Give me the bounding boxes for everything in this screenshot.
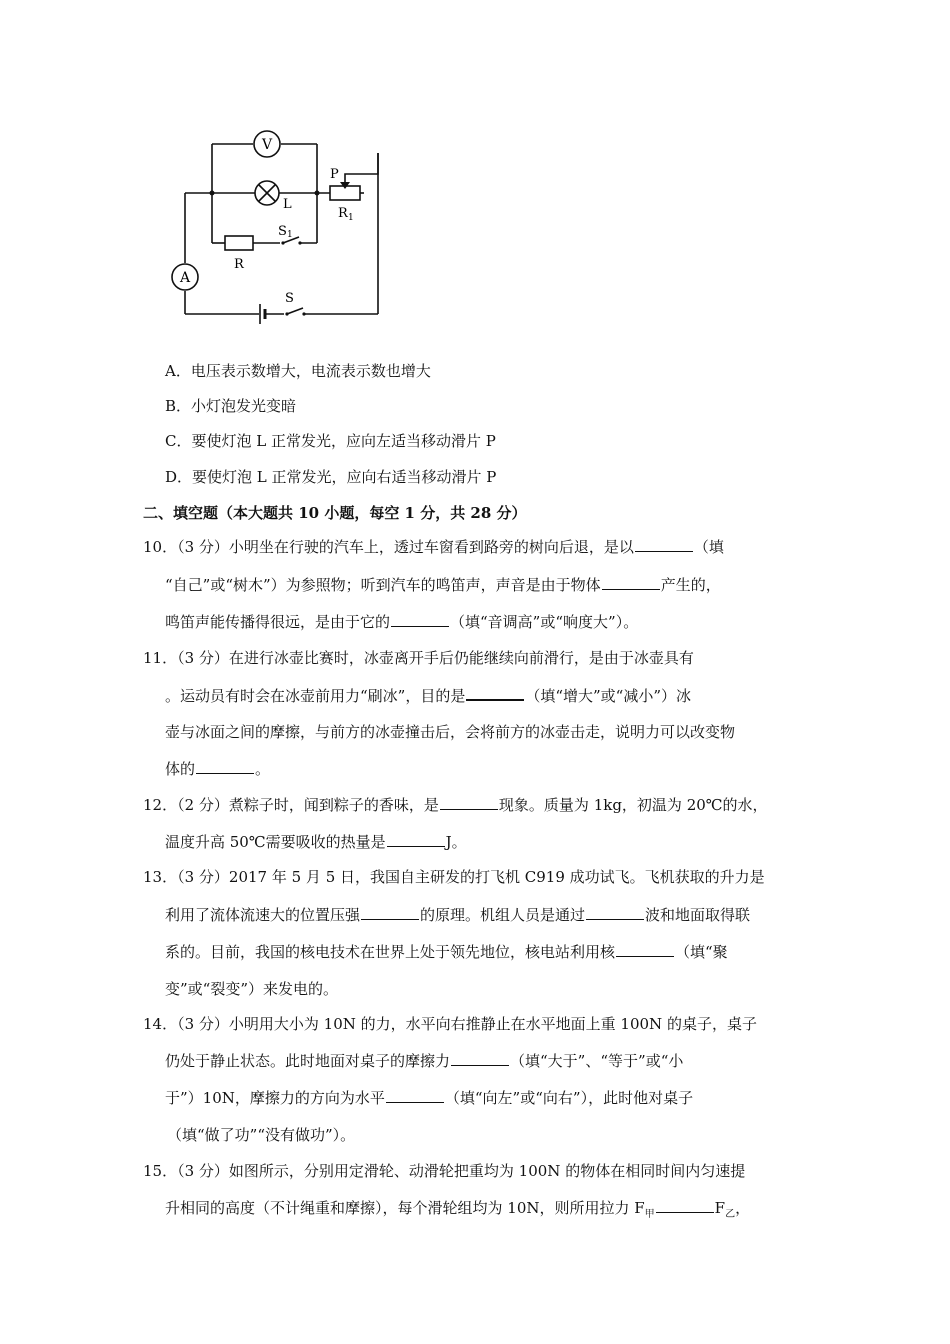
q13-blank-2[interactable] <box>586 905 644 920</box>
q14-line-3 <box>165 1088 693 1108</box>
q11-text: 。 <box>255 760 271 778</box>
option-text: 电压表示数增大，电流表示数也增大 <box>190 362 431 380</box>
q12-text: （2 分）煮粽子时，闻到粽子的香味，是 <box>177 796 439 814</box>
q15-text: 升相同的高度（不计绳重和摩擦），每个滑轮组均为 10N，则所用拉力 F <box>165 1199 645 1217</box>
q11-text: 。运动员有时会在冰壶前用力“刷冰”，目的是 <box>165 687 466 705</box>
q14-text: 于”）10N，摩擦力的方向为水平 <box>165 1089 385 1107</box>
q12-line-2 <box>165 832 467 852</box>
switch-main-label: S <box>285 291 294 306</box>
section-title: 二、填空题（本大题共 10 小题，每空 1 分，共 28 分） <box>143 504 527 522</box>
slider-label: P <box>330 167 339 182</box>
lamp-label: L <box>283 197 292 212</box>
q12-blank-1[interactable] <box>440 795 498 810</box>
q10-line-3 <box>165 612 638 632</box>
q11-text: 体的 <box>165 760 196 778</box>
q11-line-4 <box>165 759 270 779</box>
option-b <box>165 396 296 416</box>
q14-line-2 <box>165 1051 683 1071</box>
q10-text: （填 <box>693 538 724 556</box>
switch-main-contact <box>285 312 288 315</box>
q14-line-4 <box>165 1125 355 1145</box>
q13-line-1 <box>143 867 765 887</box>
switch1-contact <box>298 241 301 244</box>
q12-line-1 <box>143 795 768 815</box>
voltmeter-label: V <box>261 137 273 153</box>
question-number: 13． <box>143 868 178 886</box>
q14-text: （填“向左”或“向右”），此时他对桌子 <box>444 1089 694 1107</box>
q15-line-2: 升相同的高度（不计绳重和摩擦），每个滑轮组均为 10N，则所用拉力 $F_甲$ $F_乙$， <box>165 1199 751 1220</box>
q14-text: （填“做了功”“没有做功”）。 <box>167 1126 356 1144</box>
q13-line-2 <box>165 905 750 925</box>
q13-line-3 <box>165 942 728 962</box>
q10-blank-3[interactable] <box>391 612 449 627</box>
q12-text: 温度升高 50℃需要吸收的热量是 <box>165 833 386 851</box>
option-a <box>165 361 431 381</box>
switch1-label-sub: 1 <box>287 230 293 240</box>
option-letter: C． <box>165 432 192 450</box>
q15-text: （3 分）如图所示，分别用定滑轮、动滑轮把重均为 100N 的物体在相同时间内匀速提 <box>177 1162 746 1180</box>
q10-text: （3 分）小明坐在行驶的汽车上，透过车窗看到路旁的树向后退，是以 <box>177 538 634 556</box>
question-number: 15． <box>143 1162 178 1180</box>
q14-text: （3 分）小明用大小为 10N 的力，水平向右推静止在水平地面上重 100N 的桌子，桌子 <box>177 1015 757 1033</box>
option-c <box>165 431 496 451</box>
q13-text: （3 分）2017 年 5 月 5 日，我国自主研发的打飞机 C919 成功试飞。飞机获取的升力是 <box>177 868 765 886</box>
q14-line-1 <box>143 1014 757 1034</box>
rheostat-label: R <box>338 206 348 221</box>
question-number: 10． <box>143 538 178 556</box>
q13-blank-1[interactable] <box>361 905 419 920</box>
q14-text: （填“大于”、“等于”或“小 <box>510 1052 684 1070</box>
switch1-contact <box>281 241 284 244</box>
option-text: 小灯泡发光变暗 <box>191 397 297 415</box>
q11-line-1 <box>143 648 694 668</box>
q14-blank-2[interactable] <box>386 1088 444 1103</box>
q11-line-3: 壶与冰面之间的摩擦，与前方的冰壶撞击后，会将前方的冰壶击走，说明力可以改变物 <box>165 723 736 741</box>
switch1-label: S <box>278 224 287 239</box>
ammeter-label: A <box>179 270 191 286</box>
option-text: 要使灯泡 L 正常发光，应向左适当移动滑片 P <box>191 432 496 450</box>
question-number: 14． <box>143 1015 178 1033</box>
question-number: 11． <box>143 649 178 667</box>
q13-blank-3[interactable] <box>616 942 674 957</box>
q13-text: 系的。目前，我国的核电技术在世界上处于领先地位，核电站利用核 <box>165 943 616 961</box>
q10-line-1 <box>143 537 724 557</box>
q11-text: （填“增大”或“减小”）冰 <box>525 687 692 705</box>
resistor-body <box>225 236 253 250</box>
q10-text: （填“音调高”或“响度大”）。 <box>450 613 639 631</box>
option-text: 要使灯泡 L 正常发光，应向右适当移动滑片 P <box>192 468 497 486</box>
junction-dot <box>315 191 320 196</box>
q10-text: 鸣笛声能传播得很远，是由于它的 <box>165 613 391 631</box>
resistor-label: R <box>234 257 244 272</box>
rheostat-label-sub: 1 <box>348 213 354 223</box>
switch-main-blade <box>287 308 303 314</box>
q14-blank-1[interactable] <box>451 1051 509 1066</box>
q10-blank-1[interactable] <box>635 537 693 552</box>
q14-text: 仍处于静止状态。此时地面对桌子的摩擦力 <box>165 1052 451 1070</box>
q10-line-2 <box>165 575 721 595</box>
q12-text: 现象。质量为 1kg，初温为 20℃的水， <box>498 796 768 814</box>
q11-blank-1[interactable] <box>466 685 524 701</box>
q13-text: （填“聚 <box>675 943 728 961</box>
q15-line-1 <box>143 1161 745 1181</box>
question-number: 12． <box>143 796 178 814</box>
option-letter: D． <box>165 468 193 486</box>
q10-blank-2[interactable] <box>602 575 660 590</box>
q15-text: ， <box>735 1199 751 1217</box>
q13-text: 的原理。机组人员是通过 <box>420 906 586 924</box>
q15-blank-1[interactable] <box>656 1198 714 1213</box>
option-letter: A． <box>165 362 191 380</box>
q12-text: J。 <box>445 833 467 851</box>
slider-wire <box>345 153 378 184</box>
q12-blank-2[interactable] <box>387 832 445 847</box>
q11-line-2 <box>165 685 691 706</box>
q13-text: 利用了流体流速大的位置压强 <box>165 906 361 924</box>
q15-subscript: 乙 <box>725 1209 736 1220</box>
q10-text: “自己”或“树木”）为参照物；听到汽车的鸣笛声，声音是由于物体 <box>165 576 601 594</box>
q11-text: （3 分）在进行冰壶比赛时，冰壶离开手后仍能继续向前滑行，是由于冰壶具有 <box>177 649 694 667</box>
switch-main-contact <box>302 312 305 315</box>
circuit-diagram <box>160 118 390 333</box>
option-letter: B． <box>165 397 192 415</box>
q11-blank-2[interactable] <box>196 759 254 774</box>
q10-text: 产生的， <box>660 576 721 594</box>
q15-subscript: 甲 <box>644 1209 655 1220</box>
junction-dot <box>210 191 215 196</box>
q13-text: 波和地面取得联 <box>645 906 751 924</box>
q13-line-4: 变”或“裂变”）来发电的。 <box>165 980 339 998</box>
option-d <box>165 467 496 487</box>
